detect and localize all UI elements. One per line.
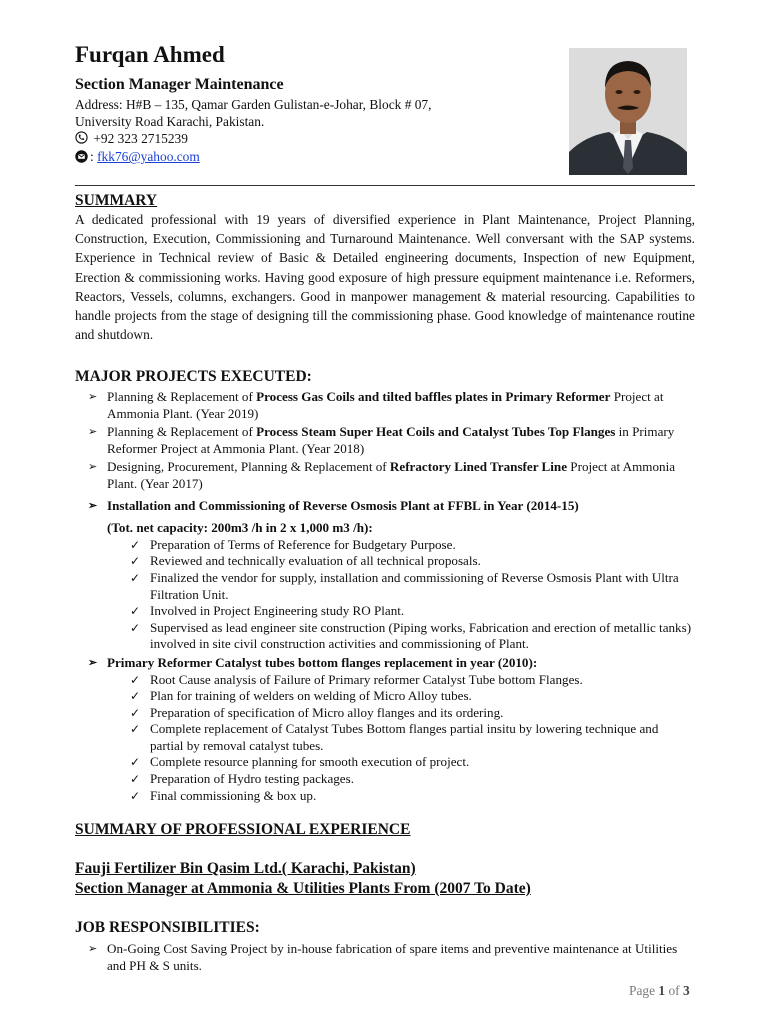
- checkmark-icon: ✓: [130, 620, 141, 635]
- header-divider: [75, 185, 695, 186]
- candidate-title: Section Manager Maintenance: [75, 76, 284, 93]
- email-link[interactable]: fkk76@yahoo.com: [97, 149, 200, 165]
- project-item: ➢ Designing, Procurement, Planning & Replacement of Refractory Lined Transfer Line Project at Ammonia Plant. (Year 2017): [88, 459, 676, 491]
- job-responsibilities-heading: JOB RESPONSIBILITIES:: [75, 919, 260, 936]
- company-name: Fauji Fertilizer Bin Qasim Ltd.( Karachi, Pakistan): [75, 860, 416, 877]
- list-item: ➢ On-Going Cost Saving Project by in-house fabrication of spare items and preventive maintenance at Utilities and PH & S units.: [88, 941, 678, 973]
- list-item: ✓ Preparation of Hydro testing packages.: [130, 771, 354, 787]
- checkmark-icon: ✓: [130, 554, 141, 569]
- checkmark-icon: ✓: [130, 772, 141, 787]
- list-item: ✓ Final commissioning & box up.: [130, 787, 317, 803]
- checkmark-icon: ✓: [130, 689, 141, 704]
- list-item: ✓ Root Cause analysis of Failure of Primary reformer Catalyst Tube bottom Flanges.: [130, 671, 583, 687]
- reformer-project-points: [107, 672, 695, 805]
- list-item: ✓ Reviewed and technically evaluation of all technical proposals.: [130, 553, 481, 569]
- list-item: ✓ Preparation of specification of Micro alloy flanges and its ordering.: [130, 704, 504, 720]
- position-title: Section Manager at Ammonia & Utilities Plants From (2007 To Date): [75, 880, 531, 897]
- checkmark-icon: ✓: [130, 705, 141, 720]
- address-line-1: Address: H#B – 135, Qamar Garden Gulistan-e-Johar, Block # 07,: [75, 97, 432, 112]
- ro-project-capacity: (Tot. net capacity: 200m3 /h in 2 x 1,000 m3 /h):: [107, 520, 373, 536]
- summary-text: A dedicated professional with 19 years of diversified experience in Plant Maintenance, Project Planning, Construction, Execution, Commissioning and Turnaround Maintenance. Well conversant with the SAP systems. Experience in Technical review of Basic & Detailed engineering documents, Inspection of new Equipment, Erection & commissioning works. Having good exposure of high pressure equipment maintenance i.e. Reformers, Reactors, Vessels, columns, exchangers. Good in manpower management & material resourcing. Capabilities to handle projects from the stage of designing till the commissioning phase. Good knowledge of maintenance routine and shutdown.: [75, 212, 695, 343]
- list-item: ✓ Finalized the vendor for supply, installation and commissioning of Reverse Osmosis Plant with Ultra Filtration Unit.: [130, 569, 679, 602]
- list-item: ✓ Complete replacement of Catalyst Tubes Bottom flanges partial insitu by lowering technique and partial by removal catalyst tubes.: [130, 721, 659, 753]
- experience-heading: SUMMARY OF PROFESSIONAL EXPERIENCE: [75, 821, 411, 838]
- arrow-bullet-icon: ➢: [88, 499, 98, 512]
- arrow-bullet-icon: ➢: [88, 943, 98, 955]
- checkmark-icon: ✓: [130, 788, 141, 803]
- arrow-bullet-icon: ➢: [88, 391, 98, 403]
- list-item: ✓ Involved in Project Engineering study RO Plant.: [130, 603, 405, 619]
- profile-photo: [569, 48, 687, 175]
- candidate-name: Furqan Ahmed: [75, 42, 225, 67]
- phone-line: [75, 130, 545, 148]
- phone-icon: [75, 131, 88, 148]
- list-item: ✓ Preparation of Terms of Reference for Budgetary Purpose.: [130, 536, 456, 552]
- major-projects-list: [88, 389, 695, 806]
- phone-number: +92 323 2715239: [93, 131, 188, 146]
- ro-project: [88, 498, 695, 653]
- arrow-bullet-icon: ➢: [88, 461, 98, 474]
- checkmark-icon: ✓: [130, 570, 141, 585]
- project-item: ➢ Planning & Replacement of Process Steam Super Heat Coils and Catalyst Tubes Top Flanges in Primary Reformer Project at Ammonia Plant. (Year 2018): [88, 424, 675, 456]
- email-line: [75, 148, 545, 166]
- ro-project-title: Installation and Commissioning of Reverse Osmosis Plant at FFBL in Year (2014-15): [107, 497, 579, 513]
- arrow-bullet-icon: ➢: [88, 426, 98, 439]
- email-prefix: :: [90, 149, 94, 165]
- reformer-project: [88, 655, 695, 804]
- envelope-icon: [75, 150, 88, 167]
- summary-heading: SUMMARY: [75, 192, 158, 209]
- checkmark-icon: ✓: [130, 604, 141, 619]
- job-responsibilities-list: [88, 941, 695, 976]
- checkmark-icon: ✓: [130, 672, 141, 687]
- checkmark-icon: ✓: [130, 722, 141, 737]
- list-item: ✓ Plan for training of welders on welding of Micro Alloy tubes.: [130, 688, 472, 704]
- project-item: ➢ Planning & Replacement of Process Gas Coils and tilted baffles plates in Primary Reformer Project at Ammonia Plant. (Year 2019): [88, 389, 664, 421]
- checkmark-icon: ✓: [130, 755, 141, 770]
- reformer-project-title: Primary Reformer Catalyst tubes bottom flanges replacement in year (2010):: [107, 654, 538, 670]
- company-block: [75, 859, 531, 899]
- major-projects-heading: MAJOR PROJECTS EXECUTED:: [75, 368, 312, 385]
- address-line-2: University Road Karachi, Pakistan.: [75, 114, 265, 129]
- arrow-bullet-icon: ➢: [88, 656, 98, 669]
- checkmark-icon: ✓: [130, 537, 141, 552]
- list-item: ✓ Supervised as lead engineer site construction (Piping works, Fabrication and erection of metallic tanks) involved in site civil construction activities and commissioning of Plant.: [130, 619, 692, 652]
- page-number: Page 1 of 3: [629, 983, 690, 998]
- list-item: ✓ Complete resource planning for smooth execution of project.: [130, 754, 470, 770]
- ro-project-points: [107, 537, 695, 653]
- contact-block: [75, 96, 545, 167]
